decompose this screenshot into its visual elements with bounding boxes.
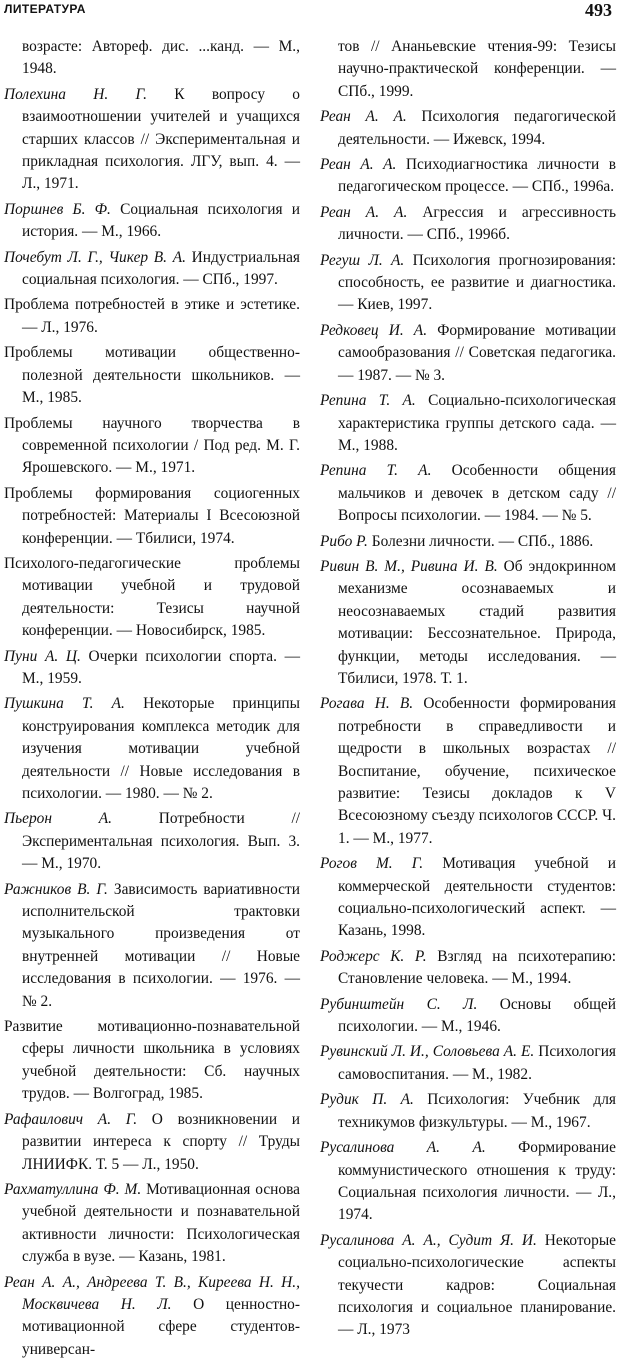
bibliography-entry: [320, 460, 616, 527]
bibliography-entry: [4, 342, 300, 409]
entry-text: Психология педагогической деятельности. — Ижевск, 1994.: [338, 108, 616, 148]
entry-author: Рудик П. А.: [320, 1091, 414, 1109]
entry-text: Психолого-педагогические проблемы мотивации учебной и трудовой деятельности: Тезисы научной конференции. — Новосибирск, 1985.: [4, 554, 300, 640]
entry-author: Рубинштейн С. Л.: [320, 995, 478, 1013]
page-number: 493: [585, 0, 612, 20]
bibliography-entry: [4, 483, 300, 550]
entry-text: К вопросу о взаимоотношении учителей и учащихся старших классов // Экспериментальная и прикладная психология. ЛГУ, вып. 4. — Л., 1971.: [22, 85, 300, 193]
entry-author: Репина Т. А.: [320, 392, 416, 410]
entry-text: О ценностно-мотивационной сфере студентов-универсан-: [22, 1295, 300, 1358]
bibliography-entry: [4, 36, 300, 81]
entry-text: Агрессия и агрессивность личности. — СПб., 1996б.: [338, 203, 616, 244]
bibliography-column-left: [4, 36, 300, 1364]
bibliography-entry: [320, 946, 616, 991]
entry-author: Регуш Л. А.: [320, 251, 405, 269]
bibliography-entry: [320, 853, 616, 943]
bibliography-entry: [320, 1230, 616, 1342]
bibliography-entry: [320, 1089, 616, 1134]
bibliography-entry: [4, 247, 300, 292]
entry-text: Проблема потребностей в этике и эстетике. — Л., 1976.: [4, 296, 300, 336]
bibliography-entry: [320, 1137, 616, 1227]
entry-text: Болезни личности. — СПб., 1886.: [367, 532, 594, 550]
entry-author: Пьерон А.: [4, 810, 112, 828]
running-title: ЛИТЕРАТУРА: [4, 2, 86, 16]
entry-author: Рибо Р.: [320, 532, 368, 550]
entry-text: Индустриальная социальная психология. — СПб., 1997.: [22, 248, 300, 289]
bibliography-entry: [4, 294, 300, 339]
entry-author: Пушкина Т. А.: [4, 695, 125, 713]
bibliography-entry: [4, 646, 300, 691]
bibliography-entry: [320, 390, 616, 457]
bibliography-entry: [4, 879, 300, 1013]
entry-text: Проблемы научного творчества в современной психологии / Под ред. М. Г. Ярошевского. — М., 1971.: [4, 414, 300, 477]
entry-text: Зависимость вариативности исполнительской трактовки музыкального произведения от внутренней мотивации // Новые исследования в психологии. — 1976. — № 2.: [22, 880, 300, 1010]
bibliography-entry: [320, 106, 616, 151]
entry-author: Репина Т. А.: [320, 462, 432, 480]
entry-text: Особенности формирования потребности в справедливости и щедрости в школьных возрастах // Воспитание, обучение, психическое развитие: Тезисы докладов к V Всесоюзному съезду психологов СССР. Ч. 1. — М., 1977.: [338, 695, 616, 847]
entry-text: Развитие мотивационно-познавательной сферы личности школьника в условиях учебной деятельности: Сб. научных трудов. — Волгоград, 1985.: [4, 1018, 300, 1103]
entry-author: Рогов М. Г.: [320, 855, 424, 873]
bibliography-entry: [320, 202, 616, 247]
entry-text: Особенности общения мальчиков и девочек в детском саду // Вопросы психологии. — 1984. — № 5.: [338, 462, 616, 525]
bibliography-entry: [320, 36, 616, 103]
bibliography-entry: [4, 199, 300, 244]
bibliography-entry: [320, 994, 616, 1039]
entry-author: Роджерс К. Р.: [320, 947, 427, 965]
bibliography-entry: [4, 553, 300, 643]
entry-text: Психология: Учебник для техникумов физкультуры. — М., 1967.: [338, 1091, 616, 1131]
entry-text: Формирование коммунистического отношения к труду: Социальная психология личности. — Л., 1974.: [338, 1139, 617, 1224]
entry-author: Рафаилович А. Г.: [4, 1110, 138, 1128]
entry-text: Формирование мотивации самообразования // Советская педагогика. — 1987. — № 3.: [338, 321, 616, 384]
bibliography-entry: [4, 1179, 300, 1269]
bibliography-entry: [320, 1041, 616, 1086]
bibliography-entry: [4, 1109, 300, 1176]
entry-text: тов // Ананьевские чтения-99: Тезисы научно-практической конференции. — СПб., 1999.: [338, 38, 616, 100]
entry-text: Об эндокринном механизме осознаваемых и неосознаваемых стадий развития мотивации: Бессознательное. Природа, функции, методы исследования. — Тбилиси, 1978. Т. 1.: [338, 557, 616, 687]
entry-text: Психодиагностика личности в педагогическом процессе. — СПб., 1996а.: [338, 156, 616, 196]
entry-author: Пуни А. Ц.: [4, 647, 81, 665]
entry-text: Некоторые принципы конструирования комплекса методик для изучения мотивации учебной деятельности // Новые исследования в психологии. — 1980. — № 2.: [22, 695, 301, 802]
entry-text: Психология самовоспитания. — М., 1982.: [338, 1043, 617, 1083]
bibliography-entry: [4, 1272, 300, 1362]
entry-author: Русалинова А. А.: [320, 1139, 486, 1157]
entry-text: Мотивационная основа учебной деятельности и познавательной активности личности: Психологическая служба в вузе. — Казань, 1981.: [22, 1180, 300, 1266]
entry-author: Реан А. А.: [320, 156, 397, 174]
entry-text: Некоторые социально-психологические аспекты текучести кадров: Социальная психология и социальное планирование. — Л., 1973: [338, 1231, 616, 1339]
entry-author: Русалинова А. А., Судит Я. И.: [320, 1231, 537, 1249]
entry-text: возрасте: Автореф. дис. ...канд. — М., 1948.: [22, 38, 300, 78]
entry-author: Рогава Н. В.: [320, 695, 414, 713]
entry-author: Полехина Н. Г.: [4, 85, 147, 103]
entry-author: Ривин В. М., Ривина И. В.: [320, 557, 498, 575]
entry-text: Социально-психологическая характеристика группы детского сада. — М., 1988.: [338, 392, 617, 454]
entry-author: Ражников В. Г.: [4, 880, 108, 898]
entry-author: Рувинский Л. И., Соловьева А. Е.: [320, 1043, 535, 1061]
bibliography-entry: [320, 250, 616, 317]
bibliography-entry: [4, 413, 300, 480]
bibliography-entry: [320, 320, 616, 387]
bibliography-entry: [320, 556, 616, 690]
entry-text: О возникновении и развитии интереса к спорту // Труды ЛНИИФК. Т. 5 — Л., 1950.: [22, 1110, 301, 1173]
entry-author: Реан А. А.: [320, 203, 408, 221]
entry-text: Мотивация учебной и коммерческой деятельности студентов: социально-психологический аспект. — Казань, 1998.: [338, 855, 616, 940]
entry-author: Реан А. А., Андреева Т. В., Киреева Н. Н., Москвичева Н. Л.: [4, 1273, 300, 1313]
bibliography-entry: [4, 808, 300, 875]
bibliography-entry: [4, 693, 300, 805]
bibliography-column-right: [320, 36, 616, 1345]
entry-text: Взгляд на психотерапию: Становление человека. — М., 1994.: [338, 947, 616, 988]
entry-author: Редковец И. А.: [320, 321, 428, 339]
entry-author: Почебут Л. Г., Чикер В. А.: [4, 248, 186, 266]
bibliography-entry: [4, 84, 300, 196]
bibliography-entry: [320, 531, 616, 553]
entry-author: Поршнев Б. Ф.: [4, 200, 111, 218]
entry-text: Проблемы формирования социогенных потребностей: Материалы I Всесоюзной конференции. — Тбилиси, 1974.: [4, 484, 300, 547]
bibliography-entry: [320, 154, 616, 199]
bibliography-entry: [4, 1016, 300, 1106]
entry-text: Потребности // Экспериментальная психология. Вып. 3. — М., 1970.: [22, 810, 300, 873]
entry-text: Очерки психологии спорта. — М., 1959.: [22, 647, 300, 687]
entry-text: Проблемы мотивации общественно-полезной деятельности школьников. — М., 1985.: [4, 344, 300, 407]
entry-author: Рахматуллина Ф. М.: [4, 1180, 142, 1198]
entry-text: Основы общей психологии. — М., 1946.: [338, 995, 616, 1036]
entry-author: Реан А. А.: [320, 108, 407, 126]
entry-text: Психология прогнозирования: способность, ее развитие и диагностика. — Киев, 1997.: [338, 251, 616, 314]
entry-text: Социальная психология и история. — М., 1966.: [22, 200, 301, 241]
bibliography-entry: [320, 693, 616, 850]
